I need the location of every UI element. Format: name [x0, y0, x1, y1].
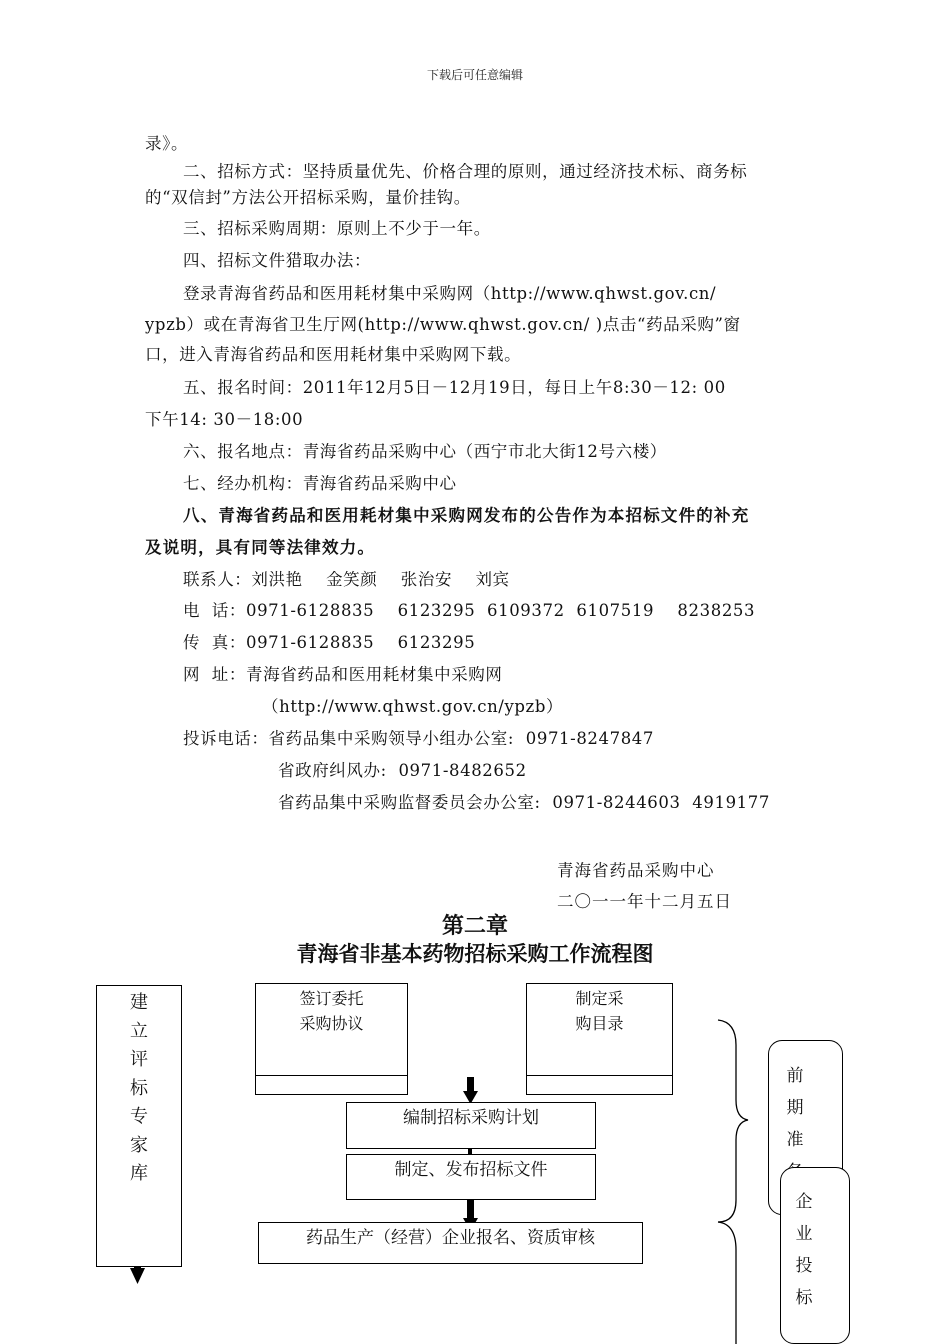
phone-line: 电 话：0971-6128835 6123295 6109372 6107519 8238253	[183, 601, 756, 620]
website-url-line: （http://www.qhwst.gov.cn/ypzb）	[262, 697, 564, 716]
text-line-bold: 及说明，具有同等法律效力。	[145, 538, 376, 557]
text-line: 六、报名地点：青海省药品采购中心（西宁市北大街12号六楼）	[183, 442, 667, 461]
down-arrow-shaft	[467, 1077, 474, 1093]
text-line: 三、招标采购周期：原则上不少于一年。	[183, 219, 491, 238]
sign-contract-label-2: 采购协议	[299, 1014, 364, 1033]
text-line: 的“双信封”方法公开招标采购，量价挂钩。	[145, 188, 471, 207]
text-line-bold: 八、青海省药品和医用耗材集中采购网发布的公告作为本招标文件的补充	[183, 506, 750, 525]
contacts-line: 联系人：刘洪艳 金笑颜 张治安 刘宾	[183, 570, 510, 589]
text-line: 五、报名时间：2011年12月5日－12月19日，每日上午8:30－12: 00	[183, 378, 726, 397]
phase-bid-label: 企业投标	[795, 1192, 813, 1308]
text-line: 口，进入青海省药品和医用耗材集中采购网下载。	[145, 345, 522, 364]
chapter-number: 第二章	[441, 914, 508, 939]
complaint-line: 投诉电话：省药品集中采购领导小组办公室: 0971-8247847	[183, 729, 654, 748]
fax-line: 传 真：0971-6128835 6123295	[183, 633, 476, 652]
text-line: 四、招标文件猎取办法：	[183, 251, 372, 270]
down-arrow-head	[130, 1268, 145, 1284]
publish-label: 制定、发布招标文件	[394, 1160, 548, 1180]
chapter-title: 青海省非基本药物招标采购工作流程图	[296, 942, 654, 966]
text-line: 二、招标方式：坚持质量优先、价格合理的原则，通过经济技术标、商务标	[183, 162, 748, 181]
page-header-note: 下载后可任意编辑	[426, 68, 523, 82]
register-label: 药品生产（经营）企业报名、资质审核	[306, 1228, 595, 1248]
signature-date: 二〇一一年十二月五日	[557, 892, 732, 911]
make-catalog-label-2: 购目录	[575, 1014, 624, 1033]
make-catalog-label-1: 制定采	[575, 989, 624, 1008]
phase-prep-label: 前期准	[786, 1066, 804, 1150]
sign-contract-label-1: 签订委托	[299, 989, 364, 1008]
text-line: ypzb）或在青海省卫生厅网(http://www.qhwst.gov.cn/ )点击“药品采购”窗	[145, 315, 741, 334]
make-catalog-divider	[526, 1075, 673, 1076]
complaint-line: 省药品集中采购监督委员会办公室: 0971-8244603 4919177	[278, 793, 770, 812]
plan-label: 编制招标采购计划	[403, 1108, 539, 1128]
text-line: 下午14: 30－18:00	[145, 410, 304, 429]
text-line: 录》。	[145, 134, 189, 153]
brace-prep	[718, 1020, 748, 1222]
expert-database-label: 建立评标专家库	[130, 992, 148, 1184]
complaint-line: 省政府纠风办: 0971-8482652	[278, 761, 527, 780]
text-line: 登录青海省药品和医用耗材集中采购网（http://www.qhwst.gov.cn/	[183, 284, 717, 303]
down-arrow-shaft	[467, 1199, 474, 1219]
website-line: 网 址：青海省药品和医用耗材集中采购网	[183, 665, 503, 684]
brace-bid	[718, 1222, 736, 1344]
text-line: 七、经办机构：青海省药品采购中心	[183, 474, 457, 493]
sign-contract-divider	[255, 1075, 408, 1076]
signature-org: 青海省药品采购中心	[557, 861, 715, 880]
